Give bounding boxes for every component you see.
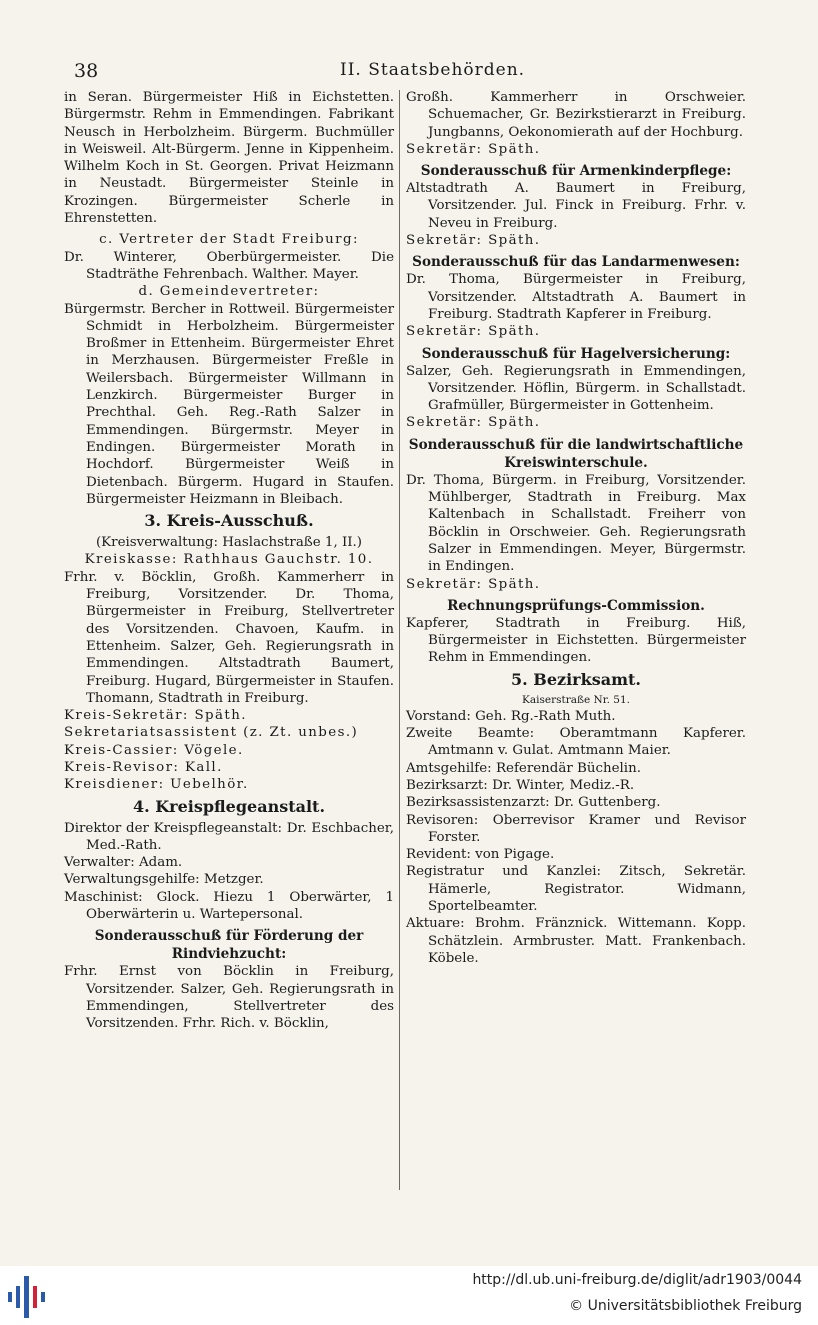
section-5-district-doctor: Bezirksarzt: Dr. Winter, Mediz.-R. — [406, 777, 635, 793]
page-number: 38 — [74, 60, 99, 82]
secretary-line-4: Sekretär: Späth. — [406, 415, 541, 431]
winter-school-committee-heading: Sonderausschuß für die landwirtschaftliche Kreiswinterschule. — [408, 436, 744, 471]
section-3-secretary: Kreis-Sekretär: Späth. — [64, 708, 247, 724]
column-divider — [399, 90, 400, 1190]
hail-insurance-committee-body: Salzer, Geh. Regierungsrath in Emmendingen, Vorsitzender. Höflin, Bürgerm. in Schallstadt. Grafmüller, Bürgermeister in Gottenheim. — [406, 363, 746, 414]
winter-school-committee-body: Dr. Thoma, Bürgerm. in Freiburg, Vorsitzender. Mühlberger, Stadtrath in Freiburg. Max Kaltenbach in Schallstadt. Freiherr von Böcklin in Orschweier. Geh. Regierungsrath Salzer in Emmendingen. Meyer, Bürgermstr. in Endingen. — [406, 472, 746, 575]
section-5-address: Kaiserstraße Nr. 51. — [522, 693, 630, 706]
section-4-administrator: Verwalter: Adam. — [64, 855, 183, 871]
section-5-title: 5. Bezirksamt. — [511, 669, 641, 689]
section-3-administration: (Kreisverwaltung: Haslachstraße 1, II.) — [95, 535, 363, 551]
section-5-actuaries: Aktuare: Brohm. Fränznick. Wittemann. Kopp. Schätzlein. Armbruster. Matt. Frankenbach. Köbele. — [406, 916, 746, 966]
library-logo-icon — [8, 1276, 52, 1318]
section-5-head: Vorstand: Geh. Rg.-Rath Muth. — [406, 708, 616, 724]
section-3-treasury: Kreiskasse: Rathhaus Gauchstr. 10. — [84, 552, 374, 568]
subsection-c-body: Dr. Winterer, Oberbürgermeister. Die Stadträthe Fehrenbach. Walther. Mayer. — [64, 249, 394, 282]
running-title: II. Staatsbehörden. — [340, 60, 526, 80]
hail-insurance-committee-heading: Sonderausschuß für Hagelversicherung: — [421, 345, 731, 362]
copyright-notice: © Universitätsbibliothek Freiburg — [569, 1298, 802, 1314]
secretary-line-2: Sekretär: Späth. — [406, 233, 541, 249]
section-3-body: Frhr. v. Böcklin, Großh. Kammerherr in Freiburg, Vorsitzender. Dr. Thoma, Bürgermeister in Freiburg, Stellvertreter des Vorsitzenden. Chavoen, Kaufm. in Ettenheim. Salzer, Geh. Regierungsrath in Emmendingen. Altstadtrath Baumert, Freiburg. Hugard, Bürgermeister in Staufen. Thomann, Stadtrath in Freiburg. — [64, 569, 394, 706]
secretary-line-5: Sekretär: Späth. — [406, 576, 541, 592]
cattle-committee-body: Frhr. Ernst von Böcklin in Freiburg, Vorsitzender. Salzer, Geh. Regierungsrath in Emmendingen, Stellvertreter des Vorsitzenden. Frhr. Rich. v. Böcklin, — [64, 964, 394, 1032]
poor-children-committee-body: Altstadtrath A. Baumert in Freiburg, Vorsitzender. Jul. Finck in Freiburg. Frhr. v. Neveu in Freiburg. — [406, 181, 746, 231]
audit-commission-body: Kapferer, Stadtrath in Freiburg. Hiß, Bürgermeister in Eichstetten. Bürgermeister Rehm in Emmendingen. — [406, 615, 746, 666]
members-continued: in Seran. Bürgermeister Hiß in Eichstetten. Bürgermstr. Rehm in Emmendingen. Fabrikant Neusch in Herbolzheim. Bürgerm. Buchmüller in Weisweil. Alt-Bürgerm. Jenne in Kippenheim. Wilhelm Koch in St. Georgen. Privat Heizmann in Neustadt. Bürgermeister Steinle in Krozingen. Bürgermeister Scherle in Ehrenstetten. — [64, 90, 394, 227]
members-continued-right: Großh. Kammerherr in Orschweier. Schuemacher, Gr. Bezirkstierarzt in Freiburg. Jungbanns, Oekonomierath auf der Hochburg. — [406, 90, 746, 140]
section-5-assistant: Amtsgehilfe: Referendär Büchelin. — [406, 760, 641, 776]
permalink[interactable]: http://dl.ub.uni-freiburg.de/diglit/adr1903/0044 — [472, 1272, 802, 1288]
section-5-assistant-doctor: Bezirksassistenzarzt: Dr. Guttenberg. — [406, 795, 661, 811]
subsection-d-body: Bürgermstr. Bercher in Rottweil. Bürgermeister Schmidt in Herbolzheim. Bürgermeister Broßmer in Ettenheim. Bürgermeister Ehret in Merzhausen. Bürgermeister Freßle in Weilersbach. Bürgermeister Willmann in Lenzkirch. Bürgermeister Burger in Prechthal. Geh. Reg.-Rath Salzer in Emmendingen. Bürgermstr. Meyer in Endingen. Bürgermeister Morath in Hochdorf. Bürgermeister Weiß in Dietenbach. Bürgerm. Hugard in Staufen. Bürgermeister Heizmann in Bleibach. — [64, 301, 394, 507]
audit-commission-heading: Rechnungsprüfungs-Commission. — [447, 597, 705, 614]
section-4-assistant: Verwaltungsgehilfe: Metzger. — [64, 872, 264, 888]
section-3-title: 3. Kreis-Ausschuß. — [144, 511, 314, 531]
section-5-revident: Revident: von Pigage. — [406, 847, 555, 863]
poor-children-committee-heading: Sonderausschuß für Armenkinderpflege: — [420, 163, 732, 180]
subsection-c-heading: c. Vertreter der Stadt Freiburg: — [99, 232, 359, 248]
section-4-machinist: Maschinist: Glock. Hiezu 1 Oberwärter, 1 Oberwärterin u. Wartepersonal. — [64, 889, 394, 923]
section-3-auditor: Kreis-Revisor: Kall. — [64, 759, 223, 775]
cattle-committee-heading: Sonderausschuß für Förderung der Rindviehzucht: — [94, 928, 364, 963]
section-5-auditors: Revisoren: Oberrevisor Kramer und Revisor Forster. — [406, 812, 746, 845]
section-5-registry: Registratur und Kanzlei: Zitsch, Sekretär. Hämerle, Registrator. Widmann, Sportelbeamter. — [406, 864, 746, 914]
rural-poor-committee-heading: Sonderausschuß für das Landarmenwesen: — [412, 254, 740, 271]
rural-poor-committee-body: Dr. Thoma, Bürgermeister in Freiburg, Vorsitzender. Altstadtrath A. Baumert in Freiburg. Stadtrath Kapferer in Freiburg. — [406, 272, 746, 322]
section-3-servant: Kreisdiener: Uebelhör. — [64, 777, 249, 793]
viewer-footer — [0, 1266, 818, 1325]
section-3-cashier: Kreis-Cassier: Vögele. — [64, 742, 244, 758]
section-4-director: Direktor der Kreispflegeanstalt: Dr. Eschbacher, Med.-Rath. — [64, 820, 394, 853]
section-3-assistant: Sekretariatsassistent (z. Zt. unbes.) — [64, 725, 359, 741]
section-5-officials: Zweite Beamte: Oberamtmann Kapferer. Amtmann v. Gulat. Amtmann Maier. — [406, 726, 746, 759]
subsection-d-heading: d. Gemeindevertreter: — [138, 284, 320, 300]
section-4-title: 4. Kreispflegeanstalt. — [132, 796, 326, 816]
secretary-line-1: Sekretär: Späth. — [406, 141, 541, 157]
secretary-line-3: Sekretär: Späth. — [406, 324, 541, 340]
left-column — [64, 89, 394, 1033]
right-column — [406, 89, 746, 967]
